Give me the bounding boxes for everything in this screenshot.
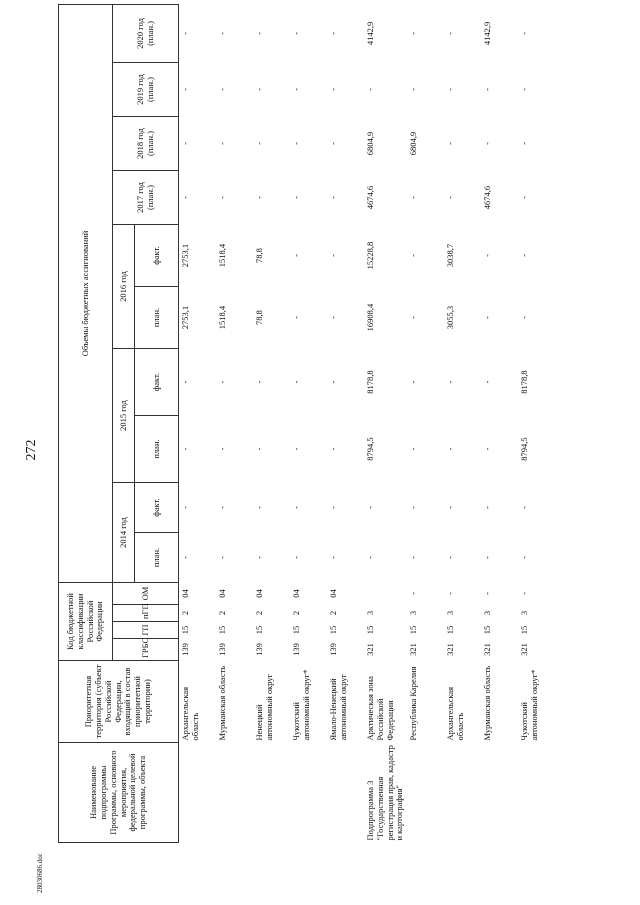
budget-allocation-table (58, 4, 555, 843)
om-cell: - (445, 592, 456, 595)
table-header (59, 4, 179, 842)
pgp-cell: 2 (180, 610, 190, 616)
plan-2016-cell: 78,8 (254, 310, 264, 325)
plan-2018-cell: - (328, 142, 338, 145)
fact-2014-cell: - (408, 506, 419, 509)
header-budget-code: Код бюджетной классификации Российской Федерации (59, 583, 113, 661)
plan-2018-cell: - (482, 142, 493, 145)
plan-2018-cell: - (254, 142, 264, 145)
territory-cell: Ненецкий автономный округ (254, 673, 274, 741)
fact-2016-cell: - (408, 254, 419, 257)
fact-2015-cell: - (328, 380, 338, 384)
plan-2018-cell: 6804,9 (408, 131, 419, 156)
plan-2016-cell: 16908,4 (365, 303, 375, 332)
header-grbs: ГРБС (113, 639, 179, 661)
grbs-cell: 139 (180, 643, 190, 656)
plan-2014-cell: - (408, 556, 419, 559)
plan-2019-cell: - (519, 88, 530, 91)
fact-2015-cell: - (482, 380, 493, 384)
program-name-cell (481, 743, 518, 843)
program-name-cell (253, 743, 290, 843)
header-2015-fact: факт. (135, 349, 179, 416)
om-cell: 04 (217, 589, 227, 598)
territory-cell: Республика Карелия (408, 666, 419, 741)
fact-2016-cell: 78,8 (254, 248, 264, 263)
header-year-2015: 2015 год (113, 349, 135, 483)
plan-2017-cell: - (408, 196, 419, 199)
plan-2014-cell: - (445, 556, 456, 559)
grbs-cell: 139 (328, 643, 338, 656)
plan-2015-cell: - (482, 447, 493, 451)
gp-cell: 15 (254, 625, 264, 635)
plan-2017-cell: - (445, 196, 456, 199)
plan-2019-cell: - (180, 88, 190, 91)
fact-2014-cell: - (217, 506, 227, 509)
header-budget-volumes: Объемы бюджетных ассигнований (59, 4, 113, 582)
fact-2015-cell: - (217, 380, 227, 384)
plan-2018-cell: 6804,9 (365, 131, 375, 156)
om-cell: - (408, 592, 419, 595)
plan-2014-cell: - (291, 556, 301, 559)
fact-2014-cell: - (328, 506, 338, 509)
plan-2017-cell: 4674,6 (482, 185, 493, 210)
plan-2018-cell: - (291, 142, 301, 145)
plan-2014-cell: - (519, 556, 530, 559)
plan-2017-cell: - (217, 196, 227, 199)
table-row (407, 4, 444, 842)
program-name-cell: Подпрограмма 3 "Государственная регистрация прав, кадастр и картография" (365, 745, 405, 841)
plan-2020-cell: - (519, 32, 530, 35)
plan-2019-cell: - (254, 88, 264, 91)
plan-2019-cell: - (365, 88, 375, 91)
table-row (518, 4, 555, 842)
table-row (364, 4, 407, 842)
table-row (444, 4, 481, 842)
fact-2014-cell: - (482, 506, 493, 509)
plan-2015-cell: - (217, 447, 227, 451)
gp-cell: 15 (180, 625, 190, 635)
territory-cell: Архангельская область (180, 686, 200, 741)
gp-cell: 15 (519, 625, 530, 635)
table-body (179, 4, 556, 842)
plan-2020-cell: - (445, 32, 456, 35)
pgp-cell: 3 (365, 610, 375, 616)
plan-2015-cell: - (408, 447, 419, 451)
plan-2020-cell: - (291, 32, 301, 35)
gp-cell: 15 (408, 625, 419, 635)
plan-2017-cell: 4674,6 (365, 185, 375, 210)
fact-2015-cell: 8178,8 (365, 370, 375, 394)
plan-2014-cell: - (254, 556, 264, 559)
document-file-name: 28030686.doc (36, 853, 44, 893)
plan-2016-cell: - (519, 316, 530, 319)
plan-2017-cell: - (291, 196, 301, 199)
grbs-cell: 321 (445, 643, 456, 656)
grbs-cell: 321 (365, 643, 375, 656)
plan-2018-cell: - (519, 142, 530, 145)
plan-2014-cell: - (180, 556, 190, 559)
fact-2016-cell: 1518,4 (217, 243, 227, 268)
header-priority-territory: Приоритетная территория (субъект Российской Федерации, входящий в состав приоритетной территории) (59, 661, 179, 743)
territory-cell: Чукотский автономный округ* (291, 669, 311, 741)
plan-2020-cell: - (217, 32, 227, 35)
territory-cell: Архангельская область (445, 686, 465, 741)
plan-2014-cell: - (217, 556, 227, 559)
territory-cell: Арктическая зона Российской Федерации (365, 676, 395, 741)
gp-cell: 15 (217, 625, 227, 635)
fact-2015-cell: - (291, 380, 301, 384)
territory-cell: Мурманская область (482, 665, 493, 741)
gp-cell: 15 (291, 625, 301, 635)
plan-2015-cell: 8794,5 (519, 437, 530, 461)
grbs-cell: 321 (482, 643, 493, 656)
header-year-2020: 2020 год (план.) (113, 4, 179, 62)
plan-2020-cell: - (254, 32, 264, 35)
header-year-2019: 2019 год (план.) (113, 63, 179, 117)
fact-2016-cell: - (291, 254, 301, 257)
header-2016-fact: факт. (135, 225, 179, 287)
fact-2014-cell: - (254, 506, 264, 509)
plan-2015-cell: - (180, 447, 190, 451)
fact-2015-cell: - (254, 380, 264, 384)
table-row (327, 4, 364, 842)
fact-2016-cell: - (482, 254, 493, 257)
plan-2017-cell: - (180, 196, 190, 199)
fact-2014-cell: - (291, 506, 301, 509)
plan-2019-cell: - (408, 88, 419, 91)
header-pgp: пГП (113, 605, 179, 622)
plan-2018-cell: - (445, 142, 456, 145)
fact-2014-cell: - (365, 506, 375, 509)
territory-cell: Мурманская область (217, 665, 227, 741)
header-year-2018: 2018 год (план.) (113, 117, 179, 171)
fact-2014-cell: - (519, 506, 530, 509)
om-cell: 04 (180, 589, 190, 598)
plan-2019-cell: - (482, 88, 493, 91)
fact-2016-cell: 3038,7 (445, 243, 456, 268)
grbs-cell: 139 (254, 643, 264, 656)
fact-2015-cell: - (180, 380, 190, 384)
plan-2019-cell: - (217, 88, 227, 91)
pgp-cell: 3 (482, 610, 493, 616)
header-2014-fact: факт. (135, 483, 179, 533)
plan-2017-cell: - (519, 196, 530, 199)
gp-cell: 15 (328, 625, 338, 635)
page-number: 272 (24, 439, 39, 461)
table-row (216, 4, 253, 842)
table-row (290, 4, 327, 842)
plan-2014-cell: - (328, 556, 338, 559)
plan-2020-cell: 4142,9 (365, 21, 375, 46)
pgp-cell: 3 (519, 610, 530, 616)
plan-2020-cell: - (180, 32, 190, 35)
plan-2016-cell: 2753,1 (180, 305, 190, 330)
plan-2016-cell: - (291, 316, 301, 319)
plan-2016-cell: 3055,3 (445, 305, 456, 330)
plan-2015-cell: - (328, 447, 338, 451)
fact-2016-cell: 2753,1 (180, 243, 190, 268)
pgp-cell: 3 (408, 610, 419, 616)
gp-cell: 15 (482, 625, 493, 635)
plan-2015-cell: - (291, 447, 301, 451)
header-2015-plan: план. (135, 416, 179, 483)
plan-2015-cell: - (445, 447, 456, 451)
pgp-cell: 2 (254, 610, 264, 616)
pgp-cell: 2 (291, 610, 301, 616)
om-cell: 04 (291, 589, 301, 598)
om-cell: 04 (328, 589, 338, 598)
plan-2016-cell: - (482, 316, 493, 319)
fact-2016-cell: - (328, 254, 338, 257)
program-name-cell (179, 743, 217, 843)
plan-2020-cell: - (408, 32, 419, 35)
fact-2016-cell: 15228,8 (365, 241, 375, 270)
program-name-cell (407, 743, 444, 843)
plan-2015-cell: - (254, 447, 264, 451)
header-year-2014: 2014 год (113, 483, 135, 583)
plan-2017-cell: - (254, 196, 264, 199)
om-cell: - (482, 592, 493, 595)
plan-2014-cell: - (482, 556, 493, 559)
table-row (481, 4, 518, 842)
program-name-cell (290, 743, 327, 843)
header-2016-plan: план. (135, 287, 179, 349)
fact-2016-cell: - (519, 254, 530, 257)
program-name-cell (518, 743, 555, 843)
plan-2018-cell: - (180, 142, 190, 145)
plan-2019-cell: - (291, 88, 301, 91)
plan-2017-cell: - (328, 196, 338, 199)
om-cell: 04 (254, 589, 264, 598)
fact-2015-cell: - (408, 380, 419, 384)
header-2014-plan: план. (135, 533, 179, 583)
pgp-cell: 2 (328, 610, 338, 616)
header-gp: ГП (113, 622, 179, 639)
plan-2015-cell: 8794,5 (365, 437, 375, 461)
header-year-2017: 2017 год (план.) (113, 171, 179, 225)
om-cell (364, 583, 407, 605)
plan-2020-cell: 4142,9 (482, 21, 493, 46)
grbs-cell: 321 (519, 643, 530, 656)
program-name-cell (444, 743, 481, 843)
header-year-2016: 2016 год (113, 225, 135, 349)
table-row (253, 4, 290, 842)
fact-2015-cell: 8178,8 (519, 370, 530, 394)
plan-2016-cell: 1518,4 (217, 305, 227, 330)
plan-2016-cell: - (328, 316, 338, 319)
table-row (179, 4, 217, 842)
territory-cell: Чукотский автономный округ* (519, 669, 539, 741)
header-om: ОМ (113, 583, 179, 605)
grbs-cell: 139 (217, 643, 227, 656)
plan-2019-cell: - (328, 88, 338, 91)
program-name-cell (216, 743, 253, 843)
program-name-cell (327, 743, 364, 843)
fact-2015-cell: - (445, 380, 456, 384)
plan-2014-cell: - (365, 556, 375, 559)
plan-2018-cell: - (217, 142, 227, 145)
plan-2019-cell: - (445, 88, 456, 91)
grbs-cell: 139 (291, 643, 301, 656)
territory-cell: Ямало-Ненецкий автономный округ (328, 673, 348, 741)
pgp-cell: 2 (217, 610, 227, 616)
fact-2014-cell: - (445, 506, 456, 509)
om-cell: - (519, 592, 530, 595)
grbs-cell: 321 (408, 643, 419, 656)
plan-2016-cell: - (408, 316, 419, 319)
pgp-cell: 3 (445, 610, 456, 616)
header-program-name: Наименование подпрограммы Программы, основного мероприятия, федеральной целевой программы, объекта (59, 743, 179, 843)
plan-2020-cell: - (328, 32, 338, 35)
fact-2014-cell: - (180, 506, 190, 509)
gp-cell: 15 (445, 625, 456, 635)
gp-cell: 15 (365, 625, 375, 635)
